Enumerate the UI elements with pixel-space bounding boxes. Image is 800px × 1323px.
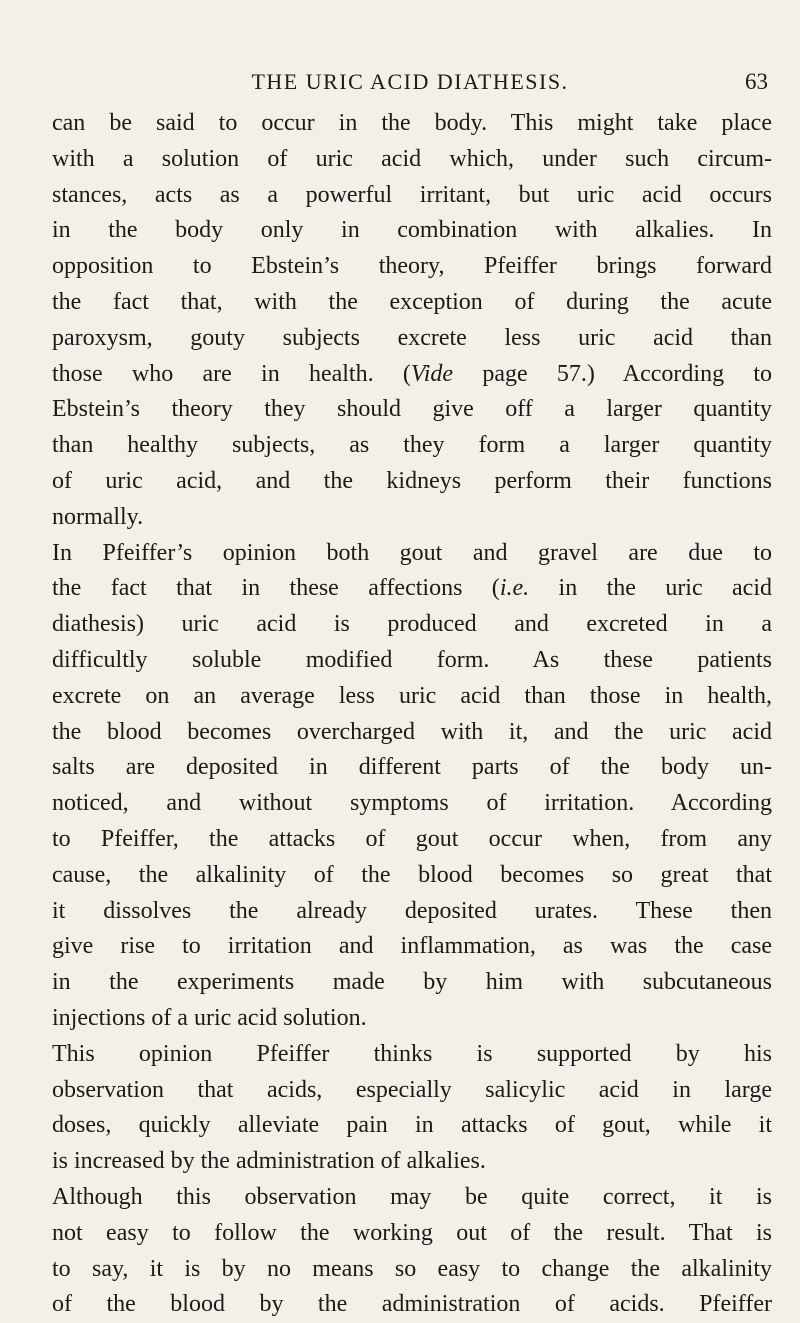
text-line: not easy to follow the working out of the result. That is xyxy=(52,1219,772,1246)
text-line: the fact that in these affections (i.e. in the uric acid xyxy=(52,575,772,602)
text-line: those who are in health. (Vide page 57.) According to xyxy=(52,360,773,387)
page-number: 63 xyxy=(745,69,768,94)
text-line: the fact that, with the exception of during the acute xyxy=(52,288,772,315)
text-line: Although this observation may be quite correct, it is xyxy=(52,1183,772,1210)
text-line: opposition to Ebstein’s theory, Pfeiffer brings forward xyxy=(52,253,772,280)
text-line: it dissolves the already deposited urates. These then xyxy=(52,897,772,924)
text-line: excrete on an average less uric acid than those in health, xyxy=(52,682,772,709)
text-line: of uric acid, and the kidneys perform their functions xyxy=(52,467,772,494)
text-line: salts are deposited in different parts of the body un- xyxy=(52,754,772,781)
text-line: than healthy subjects, as they form a larger quantity xyxy=(52,432,772,459)
text-line: observation that acids, especially salicylic acid in large xyxy=(52,1076,772,1103)
text-line: the blood becomes overcharged with it, and the uric acid xyxy=(52,718,772,745)
text-line: This opinion Pfeiffer thinks is supported by his xyxy=(52,1040,772,1067)
text-line: difficultly soluble modified form. As these patients xyxy=(52,646,772,673)
text-line: in the experiments made by him with subcutaneous xyxy=(52,969,772,996)
text-line: give rise to irritation and inflammation, as was the case xyxy=(52,933,772,960)
text-line: cause, the alkalinity of the blood becomes so great that xyxy=(52,861,772,888)
text-line: In Pfeiffer’s opinion both gout and gravel are due to xyxy=(52,539,772,566)
running-title: THE URIC ACID DIATHESIS. xyxy=(251,69,569,94)
text-line: paroxysm, gouty subjects excrete less uric acid than xyxy=(52,324,772,351)
text-line: of the blood by the administration of acids. Pfeiffer xyxy=(52,1291,772,1318)
text-line: doses, quickly alleviate pain in attacks of gout, while it xyxy=(52,1112,772,1139)
text-line: Ebstein’s theory they should give off a larger quantity xyxy=(52,396,772,423)
text-line: with a solution of uric acid which, under such circum- xyxy=(52,145,772,172)
text-line: to say, it is by no means so easy to change the alkalinity xyxy=(52,1255,772,1282)
running-head xyxy=(52,62,768,102)
text-line: is increased by the administration of alkalies. xyxy=(52,1148,486,1175)
text-line: injections of a uric acid solution. xyxy=(52,1004,367,1031)
text-line: normally. xyxy=(52,503,144,530)
text-line: diathesis) uric acid is produced and excreted in a xyxy=(52,611,772,638)
body-text xyxy=(52,106,772,1323)
text-line: to Pfeiffer, the attacks of gout occur when, from any xyxy=(52,825,772,852)
text-line: stances, acts as a powerful irritant, but uric acid occurs xyxy=(52,181,772,208)
text-line: can be said to occur in the body. This might take place xyxy=(52,110,772,136)
text-line: in the body only in combination with alkalies. In xyxy=(52,217,772,244)
text-line: noticed, and without symptoms of irritation. According xyxy=(52,790,772,817)
